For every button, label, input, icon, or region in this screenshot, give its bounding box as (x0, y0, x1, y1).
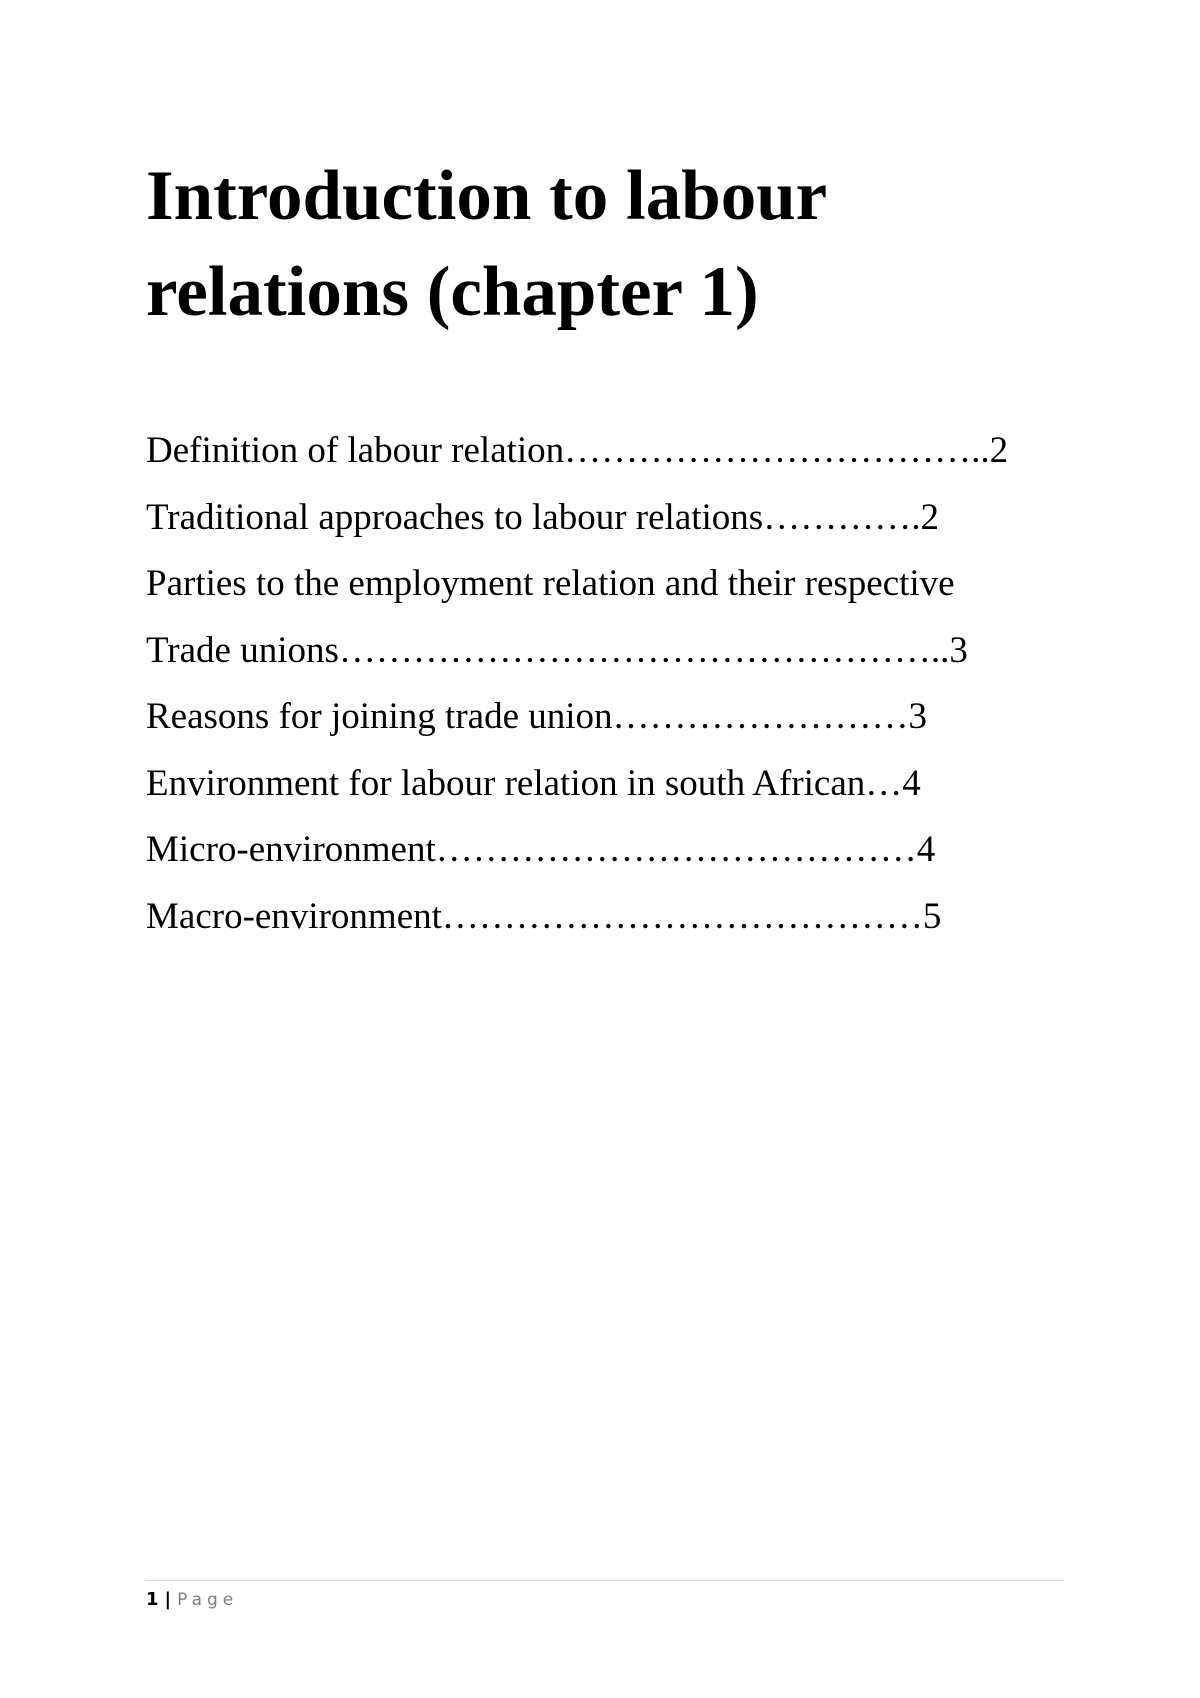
table-of-contents (146, 418, 1086, 950)
toc-item: Traditional approaches to labour relations………….2 (146, 496, 939, 538)
page-title (146, 148, 1106, 340)
toc-item: Environment for labour relation in south African…4 (146, 762, 921, 804)
title-line: Introduction to labour (146, 157, 828, 235)
page-footer (146, 1588, 238, 1612)
toc-item: Micro-environment…………………………………4 (146, 829, 936, 870)
footer-page-number: 1 (146, 1589, 159, 1610)
footer-divider (146, 1580, 1064, 1581)
footer-separator: | (164, 1589, 172, 1610)
toc-item: Macro-environment…………………………………5 (146, 895, 942, 937)
footer-page-label: Page (177, 1590, 239, 1610)
title-line: relations (chapter 1) (146, 253, 759, 331)
toc-item: Parties to the employment relation and their respective (146, 563, 955, 604)
toc-item: Trade unions…………………………………………..3 (146, 629, 968, 671)
toc-item: Definition of labour relation……………………………..2 (146, 430, 1009, 471)
toc-item: Reasons for joining trade union……………………3 (146, 696, 928, 737)
